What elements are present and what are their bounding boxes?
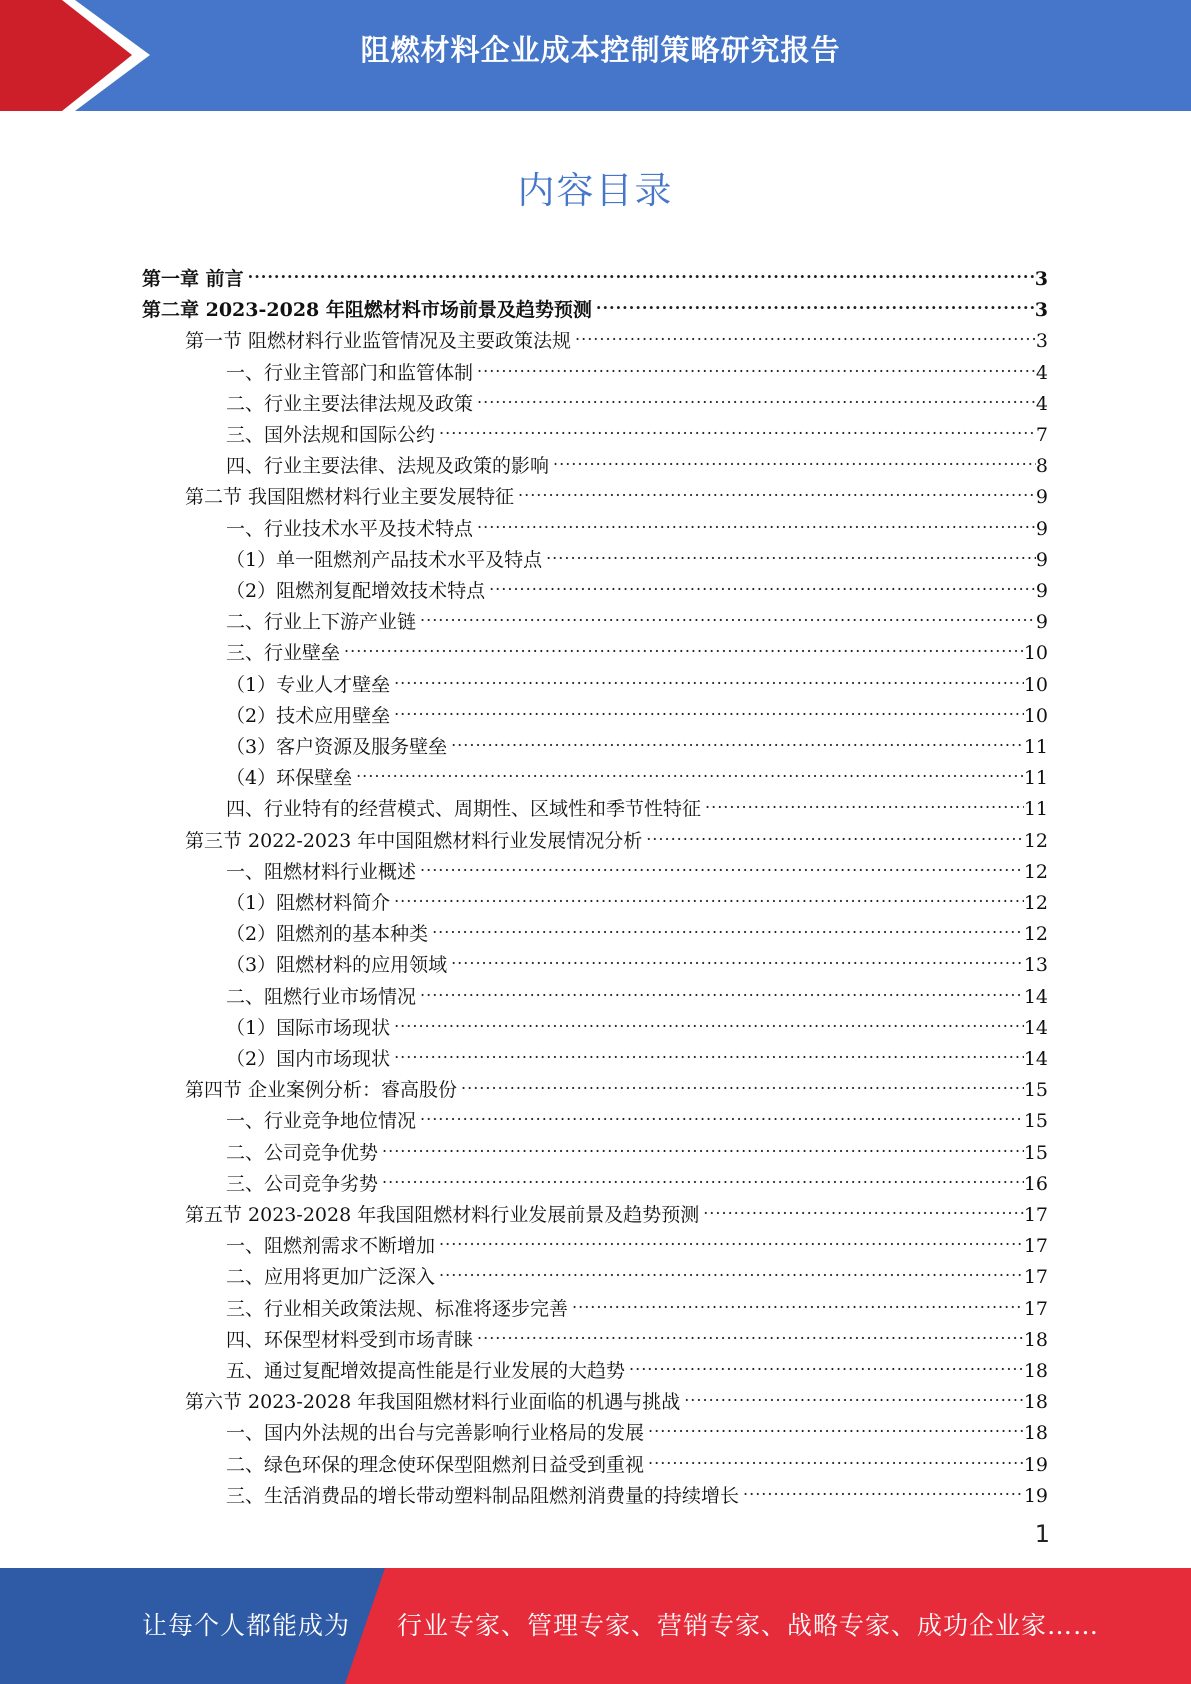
toc-entry[interactable]: [142, 254, 1048, 290]
toc-dot-leader: [439, 1252, 1024, 1283]
toc-dot-leader: [477, 504, 1036, 535]
toc-entry-page: 16: [1023, 1173, 1048, 1195]
toc-entry[interactable]: [226, 1128, 1048, 1164]
toc-entry-page: 10: [1023, 674, 1048, 696]
toc-entry-label: 一、行业竞争地位情况: [226, 1110, 417, 1132]
toc-heading: 内容目录: [517, 169, 674, 212]
toc-entry-label: 二、行业主要法律法规及政策: [226, 393, 474, 415]
toc-entry-page: 11: [1023, 767, 1048, 789]
toc-entry-label: 二、阻燃行业市场情况: [226, 986, 417, 1008]
toc-entry[interactable]: [185, 1065, 1048, 1101]
toc-entry-label: （1）专业人才壁垒: [226, 674, 391, 696]
toc-entry-page: 18: [1023, 1360, 1048, 1382]
toc-entry-page: 9: [1035, 549, 1048, 571]
toc-entry-label: 二、应用将更加广泛深入: [226, 1266, 436, 1288]
toc-entry-label: 四、行业主要法律、法规及政策的影响: [226, 455, 550, 477]
toc-entry-page: 9: [1035, 486, 1048, 508]
toc-entry[interactable]: [226, 1284, 1048, 1320]
toc-entry-label: 三、公司竞争劣势: [226, 1173, 379, 1195]
toc-entry-page: 18: [1023, 1391, 1048, 1413]
toc-entry-page: 11: [1023, 736, 1048, 758]
toc-dot-leader: [477, 1315, 1024, 1346]
toc-entry[interactable]: [226, 1096, 1048, 1132]
toc-entry-label: （2）阻燃剂复配增效技术特点: [226, 580, 486, 602]
toc-entry[interactable]: [226, 660, 1048, 696]
toc-entry[interactable]: [226, 1003, 1048, 1039]
toc-dot-leader: [553, 441, 1036, 472]
toc-dot-leader: [356, 753, 1024, 784]
toc-entry-label: 第一节 阻燃材料行业监管情况及主要政策法规: [185, 330, 572, 352]
toc-dot-leader: [394, 660, 1024, 691]
toc-entry-label: 第三节 2022-2023 年中国阻燃材料行业发展情况分析: [185, 830, 643, 852]
toc-dot-leader: [684, 1377, 1024, 1408]
toc-entry-page: 10: [1023, 642, 1048, 664]
toc-dot-leader: [420, 847, 1024, 878]
toc-dot-leader: [477, 379, 1036, 410]
toc-entry[interactable]: [185, 816, 1048, 852]
toc-entry-label: （4）环保壁垒: [226, 767, 353, 789]
toc-entry[interactable]: [226, 597, 1048, 633]
toc-entry-page: 12: [1023, 861, 1048, 883]
footer-banner: [0, 1568, 1191, 1684]
toc-entry-label: 二、绿色环保的理念使环保型阻燃剂日益受到重视: [226, 1454, 645, 1476]
toc-dot-leader: [648, 1440, 1024, 1471]
toc-entry-label: 四、环保型材料受到市场青睐: [226, 1329, 474, 1351]
toc-entry[interactable]: [185, 1377, 1048, 1413]
toc-entry-page: 14: [1023, 986, 1048, 1008]
toc-entry-page: 4: [1035, 393, 1048, 415]
toc-entry-label: 二、公司竞争优势: [226, 1142, 379, 1164]
toc-dot-leader: [596, 285, 1035, 316]
toc-entry-page: 15: [1023, 1079, 1048, 1101]
toc-dot-leader: [575, 316, 1036, 347]
toc-dot-leader: [703, 1190, 1024, 1221]
toc-entry-page: 15: [1023, 1110, 1048, 1132]
toc-dot-leader: [546, 535, 1036, 566]
toc-dot-leader: [394, 878, 1024, 909]
toc-entry-label: （1）单一阻燃剂产品技术水平及特点: [226, 549, 543, 571]
toc-dot-leader: [572, 1284, 1024, 1315]
toc-entry-page: 13: [1023, 954, 1048, 976]
toc-entry[interactable]: [226, 909, 1048, 945]
toc-entry-label: 一、国内外法规的出台与完善影响行业格局的发展: [226, 1422, 645, 1444]
toc-entry-label: 一、行业技术水平及技术特点: [226, 518, 474, 540]
toc-dot-leader: [382, 1128, 1024, 1159]
toc-dot-leader: [477, 348, 1036, 379]
toc-entry-label: 三、行业相关政策法规、标准将逐步完善: [226, 1298, 569, 1320]
toc-entry-page: 12: [1023, 923, 1048, 945]
toc-entry[interactable]: [226, 1034, 1048, 1070]
toc-entry-page: 18: [1023, 1329, 1048, 1351]
toc-entry-page: 17: [1023, 1204, 1048, 1226]
toc-entry[interactable]: [185, 1190, 1048, 1226]
toc-dot-leader: [629, 1346, 1024, 1377]
toc-entry-page: 8: [1035, 455, 1048, 477]
footer-slogan-left: 让每个人都能成为: [142, 1611, 351, 1640]
toc-dot-leader: [518, 472, 1036, 503]
toc-dot-leader: [394, 691, 1024, 722]
toc-dot-leader: [248, 254, 1035, 285]
toc-dot-leader: [394, 1034, 1024, 1065]
toc-entry[interactable]: [226, 1471, 1048, 1507]
toc-entry[interactable]: [226, 379, 1048, 415]
toc-dot-leader: [451, 940, 1024, 971]
toc-entry-label: 第一章 前言: [142, 268, 244, 290]
toc-entry[interactable]: [226, 847, 1048, 883]
toc-dot-leader: [432, 909, 1024, 940]
toc-entry-page: 3: [1034, 299, 1048, 321]
toc-entry[interactable]: [226, 535, 1048, 571]
toc-entry[interactable]: [226, 972, 1048, 1008]
toc-entry[interactable]: [226, 784, 1048, 820]
toc-dot-leader: [420, 597, 1036, 628]
toc-dot-leader: [344, 628, 1024, 659]
toc-entry-label: （2）阻燃剂的基本种类: [226, 923, 429, 945]
toc-entry[interactable]: [142, 285, 1048, 321]
toc-entry-label: （1）国际市场现状: [226, 1017, 391, 1039]
toc-dot-leader: [489, 566, 1036, 597]
toc-entry-label: （3）客户资源及服务壁垒: [226, 736, 448, 758]
toc-dot-leader: [382, 1159, 1024, 1190]
toc-entry[interactable]: [226, 1159, 1048, 1195]
toc-entry[interactable]: [226, 348, 1048, 384]
toc-entry-page: 10: [1023, 705, 1048, 727]
toc-entry-label: 一、阻燃剂需求不断增加: [226, 1235, 436, 1257]
toc-entry[interactable]: [226, 691, 1048, 727]
toc-entry-page: 3: [1035, 330, 1048, 352]
toc-entry[interactable]: [185, 472, 1048, 508]
toc-entry-label: （1）阻燃材料简介: [226, 892, 391, 914]
toc-entry[interactable]: [226, 1346, 1048, 1382]
toc-dot-leader: [439, 1221, 1024, 1252]
toc-entry[interactable]: [226, 722, 1048, 758]
toc-entry[interactable]: [226, 1315, 1048, 1351]
report-title: 阻燃材料企业成本控制策略研究报告: [360, 33, 841, 67]
toc-entry-page: 12: [1023, 892, 1048, 914]
toc-entry-label: 第二章 2023-2028 年阻燃材料市场前景及趋势预测: [142, 299, 592, 321]
toc-dot-leader: [451, 722, 1024, 753]
toc-dot-leader: [420, 972, 1024, 1003]
toc-entry-page: 3: [1034, 268, 1048, 290]
toc-dot-leader: [646, 816, 1024, 847]
toc-entry-page: 14: [1023, 1048, 1048, 1070]
toc-entry-page: 11: [1023, 798, 1048, 820]
toc-entry-page: 9: [1035, 611, 1048, 633]
toc-dot-leader: [461, 1065, 1024, 1096]
toc-entry-page: 17: [1023, 1235, 1048, 1257]
toc-entry[interactable]: [226, 504, 1048, 540]
toc-dot-leader: [394, 1003, 1024, 1034]
toc-dot-leader: [439, 410, 1036, 441]
toc-entry[interactable]: [226, 441, 1048, 477]
toc-entry-label: 第四节 企业案例分析：睿高股份: [185, 1079, 458, 1101]
toc-entry-page: 9: [1035, 518, 1048, 540]
toc-entry[interactable]: [226, 628, 1048, 664]
toc-entry-page: 15: [1023, 1142, 1048, 1164]
toc-entry[interactable]: [226, 1221, 1048, 1257]
report-header-band: [0, 0, 1191, 111]
toc-entry-page: 12: [1023, 830, 1048, 852]
toc-entry[interactable]: [185, 316, 1048, 352]
toc-entry-label: 一、阻燃材料行业概述: [226, 861, 417, 883]
toc-entry-label: 第五节 2023-2028 年我国阻燃材料行业发展前景及趋势预测: [185, 1204, 700, 1226]
footer-slogan-right: 行业专家、管理专家、营销专家、战略专家、成功企业家……: [397, 1611, 1100, 1640]
toc-entry-page: 7: [1035, 424, 1048, 446]
toc-entry-label: 三、国外法规和国际公约: [226, 424, 436, 446]
toc-entry-page: 9: [1035, 580, 1048, 602]
toc-entry[interactable]: [226, 566, 1048, 602]
page-number: 1: [1034, 1520, 1050, 1548]
toc-entry-label: （2）国内市场现状: [226, 1048, 391, 1070]
toc-dot-leader: [743, 1471, 1024, 1502]
toc-entry-label: （3）阻燃材料的应用领域: [226, 954, 448, 976]
toc-entry-label: 五、通过复配增效提高性能是行业发展的大趋势: [226, 1360, 626, 1382]
toc-entry-page: 18: [1023, 1422, 1048, 1444]
toc-entry[interactable]: [226, 1408, 1048, 1444]
toc-entry[interactable]: [226, 753, 1048, 789]
toc-entry-page: 14: [1023, 1017, 1048, 1039]
toc-entry-label: 一、行业主管部门和监管体制: [226, 362, 474, 384]
toc-entry-label: （2）技术应用壁垒: [226, 705, 391, 727]
toc-entry[interactable]: [226, 940, 1048, 976]
toc-entry-page: 19: [1023, 1454, 1048, 1476]
toc-entry-page: 19: [1023, 1485, 1048, 1507]
toc-entry-label: 第二节 我国阻燃材料行业主要发展特征: [185, 486, 515, 508]
toc-dot-leader: [420, 1096, 1024, 1127]
toc-entry[interactable]: [226, 1252, 1048, 1288]
toc-dot-leader: [705, 784, 1024, 815]
toc-entry-label: 四、行业特有的经营模式、周期性、区域性和季节性特征: [226, 798, 702, 820]
toc-entry[interactable]: [226, 1440, 1048, 1476]
toc-entry-label: 二、行业上下游产业链: [226, 611, 417, 633]
toc-entry-label: 三、生活消费品的增长带动塑料制品阻燃剂消费量的持续增长: [226, 1485, 740, 1507]
toc-entry-page: 17: [1023, 1298, 1048, 1320]
toc-entry-label: 第六节 2023-2028 年我国阻燃材料行业面临的机遇与挑战: [185, 1391, 681, 1413]
toc-dot-leader: [648, 1408, 1024, 1439]
toc-entry-page: 17: [1023, 1266, 1048, 1288]
toc-entry-label: 三、行业壁垒: [226, 642, 341, 664]
toc-entry[interactable]: [226, 410, 1048, 446]
toc-entry-page: 4: [1035, 362, 1048, 384]
toc-entry[interactable]: [226, 878, 1048, 914]
